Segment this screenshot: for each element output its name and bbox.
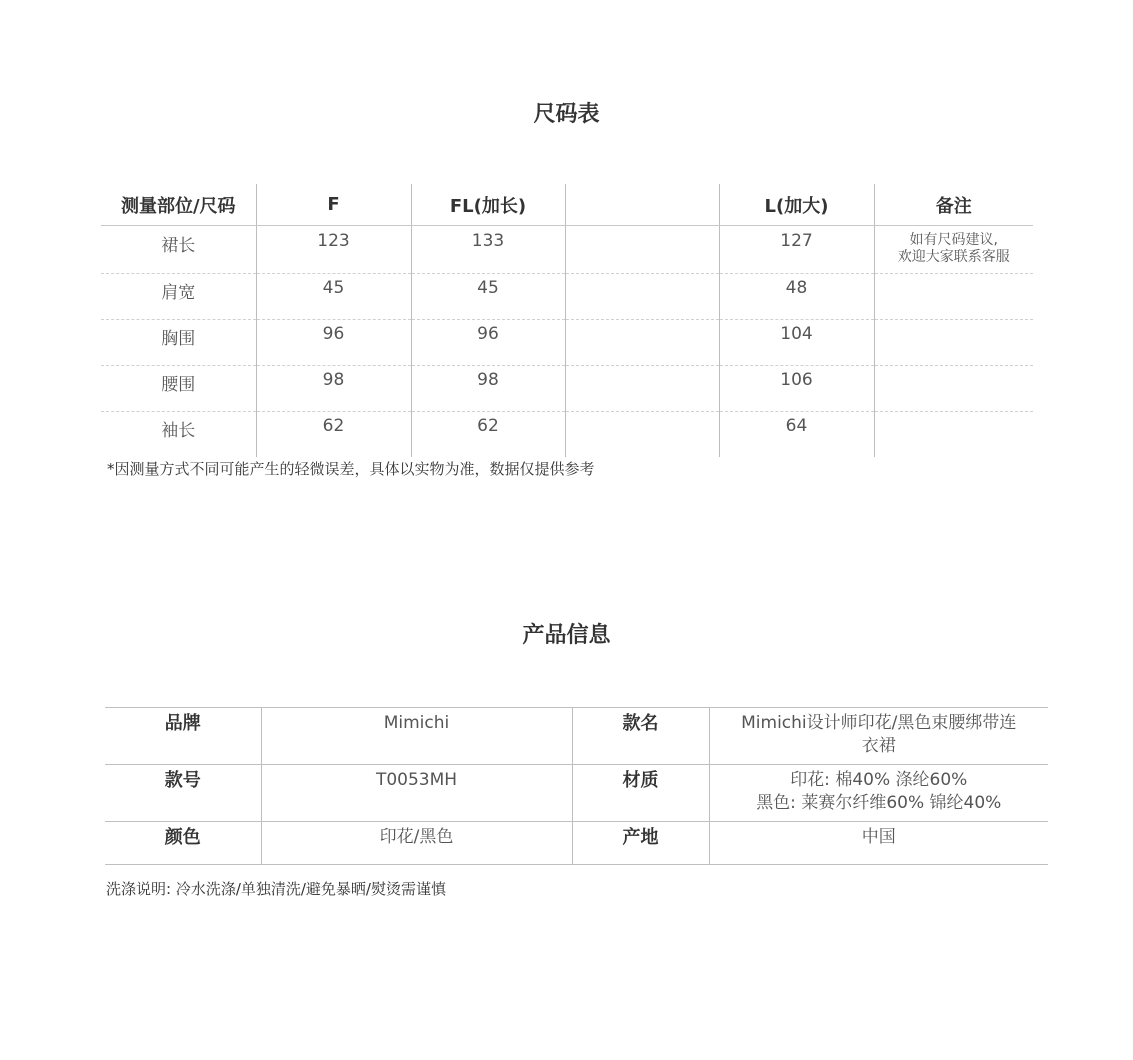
product-info-title: 产品信息 [522,623,611,648]
cell-f: 98 [256,366,411,412]
header-size-l: L(加大) [719,184,874,226]
table-row [101,320,1033,366]
cell-f: 96 [256,320,411,366]
cell-fl: 62 [411,412,565,458]
cell-l: 104 [719,320,874,366]
style-name-line-1: Mimichi设计师印花/黑色束腰绑带连 [741,713,1017,733]
size-chart-table [101,184,1033,457]
cell-fl: 98 [411,366,565,412]
cell-l: 48 [719,274,874,320]
style-no-label: 款号 [105,765,261,822]
color-label: 颜色 [105,822,261,865]
table-row [101,366,1033,412]
cell-blank [565,320,719,366]
cell-f: 62 [256,412,411,458]
cell-l: 127 [719,226,874,274]
style-no-value: T0053MH [261,765,572,822]
size-chart-footnote: *因测量方式不同可能产生的轻微误差，具体以实物为准，数据仅提供参考 [107,460,595,478]
header-measure-part: 测量部位/尺码 [101,184,256,226]
style-name-label: 款名 [572,708,709,765]
cell-note [874,366,1033,412]
style-name-value [709,708,1048,765]
style-name-line-2: 衣裙 [861,736,896,756]
table-row [101,226,1033,274]
note-line-1: 如有尺码建议, [909,232,998,248]
cell-blank [565,412,719,458]
row-label: 袖长 [101,412,256,458]
row-label: 胸围 [101,320,256,366]
size-chart-title: 尺码表 [533,102,600,127]
material-value [709,765,1048,822]
cell-f: 45 [256,274,411,320]
cell-l: 106 [719,366,874,412]
table-row [101,274,1033,320]
brand-label: 品牌 [105,708,261,765]
cell-blank [565,274,719,320]
material-line-1: 印花: 棉40% 涤纶60% [790,770,968,790]
table-row [101,412,1033,458]
cell-f: 123 [256,226,411,274]
header-blank [565,184,719,226]
color-value: 印花/黑色 [261,822,572,865]
wash-instructions: 洗涤说明: 冷水洗涤/单独清洗/避免暴晒/熨烫需谨慎 [106,880,446,898]
cell-note [874,412,1033,458]
cell-note [874,274,1033,320]
cell-fl: 45 [411,274,565,320]
header-size-f: F [256,184,411,226]
table-row [105,822,1048,865]
row-label: 裙长 [101,226,256,274]
row-label: 腰围 [101,366,256,412]
cell-l: 64 [719,412,874,458]
header-note: 备注 [874,184,1033,226]
note-line-2: 欢迎大家联系客服 [897,249,1010,265]
product-info-table [105,707,1048,865]
material-line-2: 黑色: 莱赛尔纤维60% 锦纶40% [756,793,1002,813]
size-table-header [101,184,1033,226]
cell-blank [565,226,719,274]
table-row [105,708,1048,765]
brand-value: Mimichi [261,708,572,765]
cell-fl: 133 [411,226,565,274]
cell-note [874,226,1033,274]
origin-label: 产地 [572,822,709,865]
origin-value: 中国 [709,822,1048,865]
cell-blank [565,366,719,412]
material-label: 材质 [572,765,709,822]
table-row [105,765,1048,822]
row-label: 肩宽 [101,274,256,320]
cell-note [874,320,1033,366]
header-size-fl: FL(加长) [411,184,565,226]
cell-fl: 96 [411,320,565,366]
